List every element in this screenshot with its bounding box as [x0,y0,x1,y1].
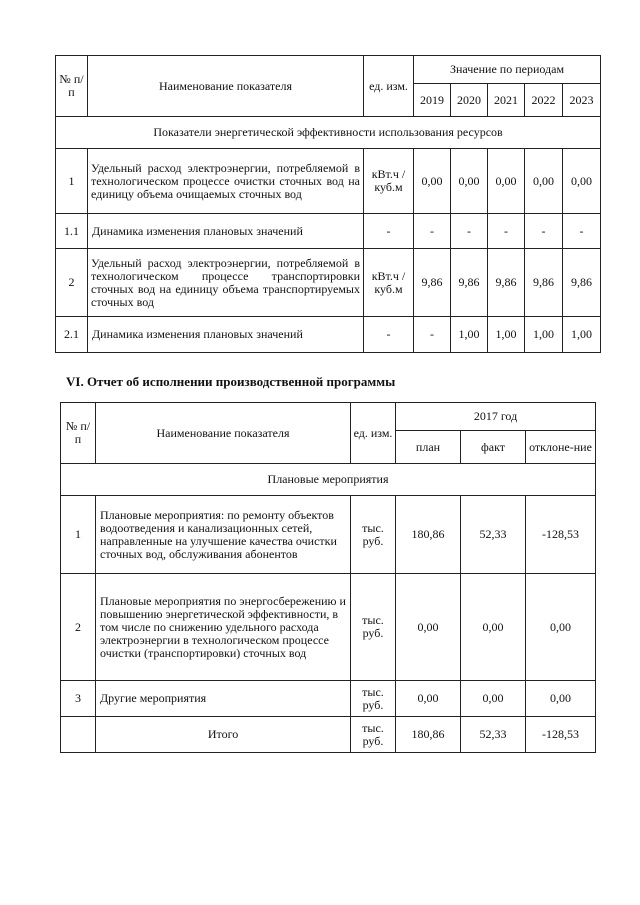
row-value: - [563,214,601,249]
col-header-unit: ед. изм. [364,56,414,117]
row-unit: тыс. руб. [351,496,396,574]
row-value: 0,00 [488,149,525,214]
row-unit: тыс. руб. [351,681,396,717]
row-name: Плановые мероприятия по энергосбережению и повышению энергетической эффективности, в том числе по снижению удельного расхода электроэнергии в технологическом процессе очистки (транспортировки) сточных вод [96,574,351,681]
table-row [56,317,601,353]
col-header-year: 2017 год [396,403,596,431]
row-fact: 0,00 [461,574,526,681]
row-unit: тыс. руб. [351,717,396,753]
row-value: 9,86 [525,249,563,317]
row-name: Удельный расход электроэнергии, потребляемой в технологическом процессе транспортировки сточных вод на единицу объема транспортируемых сточных вод [88,249,364,317]
row-name: Плановые мероприятия: по ремонту объектов водоотведения и канализационных сетей, направленные на улучшение качества очистки сточных вод, обслуживания абонентов [96,496,351,574]
row-value: - [525,214,563,249]
year-header: 2021 [488,84,525,117]
year-header: 2023 [563,84,601,117]
energy-indicators-table [55,55,601,353]
row-value: 9,86 [488,249,525,317]
table-row [61,496,596,574]
row-plan: 180,86 [396,496,461,574]
table-row [56,214,601,249]
row-value: 1,00 [451,317,488,353]
row-value: 0,00 [451,149,488,214]
row-unit: кВт.ч / куб.м [364,249,414,317]
row-plan: 0,00 [396,574,461,681]
row-value: 0,00 [563,149,601,214]
row-value: 9,86 [414,249,451,317]
row-value: 1,00 [563,317,601,353]
row-deviation: 0,00 [526,681,596,717]
row-num: 2 [56,249,88,317]
row-num [61,717,96,753]
row-name: Удельный расход электроэнергии, потребляемой в технологическом процессе очистки сточных вод на единицу объема очищаемых сточных вод [88,149,364,214]
col-header-num: № п/п [61,403,96,464]
col-header-deviation: отклоне-ние [526,431,596,464]
section-heading: VI. Отчет об исполнении производственной программы [66,374,396,389]
row-value: 9,86 [563,249,601,317]
row-plan: 0,00 [396,681,461,717]
row-deviation: -128,53 [526,496,596,574]
row-value: 0,00 [525,149,563,214]
row-num: 2.1 [56,317,88,353]
row-plan: 180,86 [396,717,461,753]
row-unit: кВт.ч / куб.м [364,149,414,214]
production-program-table [60,402,596,753]
row-deviation: 0,00 [526,574,596,681]
row-deviation: -128,53 [526,717,596,753]
row-unit: - [364,317,414,353]
row-value: 0,00 [414,149,451,214]
total-row [61,717,596,753]
year-header: 2020 [451,84,488,117]
row-fact: 0,00 [461,681,526,717]
row-unit: тыс. руб. [351,574,396,681]
row-value: 9,86 [451,249,488,317]
col-header-num: № п/п [56,56,88,117]
row-unit: - [364,214,414,249]
row-value: 1,00 [525,317,563,353]
row-value: 1,00 [488,317,525,353]
row-name: Другие мероприятия [96,681,351,717]
row-value: - [488,214,525,249]
year-header: 2022 [525,84,563,117]
row-fact: 52,33 [461,496,526,574]
col-header-periods: Значение по периодам [414,56,601,84]
row-value: - [414,317,451,353]
col-header-name: Наименование показателя [96,403,351,464]
section-row: Показатели энергетической эффективности использования ресурсов [56,117,601,149]
row-value: - [451,214,488,249]
col-header-plan: план [396,431,461,464]
col-header-unit: ед. изм. [351,403,396,464]
year-header: 2019 [414,84,451,117]
col-header-fact: факт [461,431,526,464]
section-row: Плановые мероприятия [61,464,596,496]
total-label: Итого [96,717,351,753]
table-row [56,249,601,317]
row-num: 1.1 [56,214,88,249]
row-name: Динамика изменения плановых значений [88,214,364,249]
row-value: - [414,214,451,249]
row-fact: 52,33 [461,717,526,753]
row-num: 1 [56,149,88,214]
row-num: 1 [61,496,96,574]
row-num: 2 [61,574,96,681]
table-row [61,681,596,717]
table-row [56,149,601,214]
row-name: Динамика изменения плановых значений [88,317,364,353]
row-num: 3 [61,681,96,717]
col-header-name: Наименование показателя [88,56,364,117]
table-row [61,574,596,681]
